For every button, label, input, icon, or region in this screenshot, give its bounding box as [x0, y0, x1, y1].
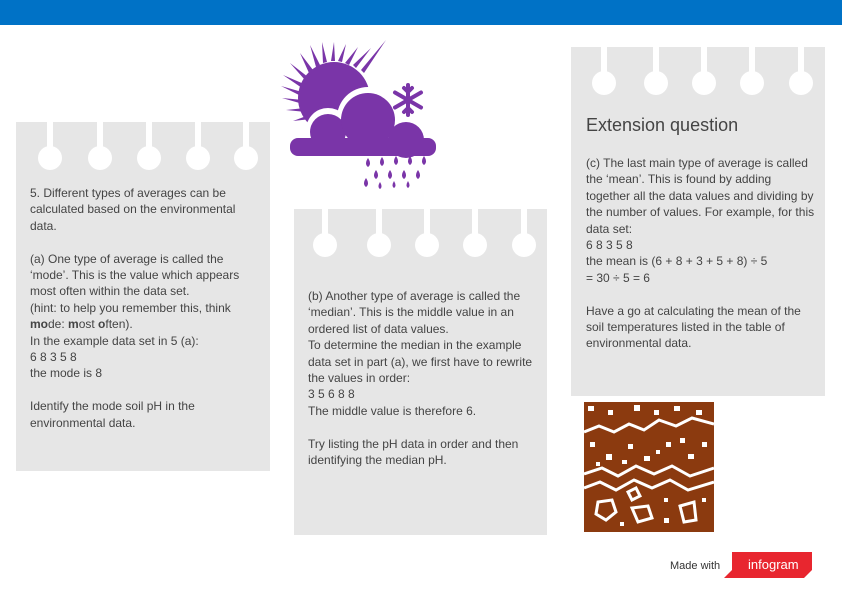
- brand-name: infogram: [748, 557, 799, 572]
- notebook-rings: [294, 209, 547, 269]
- mode-example-intro: In the example data set in 5 (a):: [30, 333, 199, 348]
- mean-para-c: (c) The last main type of average is called the ‘mean’. This is found by adding together all the data values and dividing by the number of values. For example, for this data set:: [586, 156, 815, 236]
- made-with-label: Made with: [670, 560, 721, 572]
- median-ordered-data: 3 5 6 8 8: [308, 387, 355, 402]
- mode-intro: 5. Different types of averages can be calculated based on the environmental data.: [30, 186, 236, 233]
- top-bar: [0, 0, 842, 25]
- notebook-ring-icon: [234, 122, 258, 170]
- notebook-ring-icon: [512, 209, 536, 257]
- card-mode: [16, 122, 270, 471]
- notebook-ring-icon: [137, 122, 161, 170]
- mode-hint: (hint: to help you remember this, think mode: most often).: [30, 300, 231, 332]
- mean-task: Have a go at calculating the mean of the soil temperatures listed in the table of environmental data.: [586, 303, 801, 351]
- mode-para-a: (a) One type of average is called the ‘mode’. This is the value which appears most often within the data set.: [30, 251, 240, 299]
- infogram-logo-icon: [724, 552, 812, 578]
- card-mean-text: [586, 155, 816, 352]
- card-median-text: [308, 288, 538, 468]
- notebook-ring-icon: [186, 122, 210, 170]
- mean-line1: the mean is (6 + 8 + 3 + 5 + 8) ÷ 5: [586, 254, 768, 269]
- sun-cloud-snow-rain-icon: [278, 40, 438, 190]
- card-mean: [571, 47, 825, 396]
- mean-line2: = 30 ÷ 5 = 6: [586, 270, 650, 285]
- notebook-ring-icon: [463, 209, 487, 257]
- notebook-ring-icon: [644, 47, 668, 95]
- notebook-ring-icon: [367, 209, 391, 257]
- notebook-ring-icon: [38, 122, 62, 170]
- soil-layers-icon: [584, 402, 714, 532]
- median-middle: The middle value is therefore 6.: [308, 403, 477, 418]
- mode-example-result: the mode is 8: [30, 366, 103, 381]
- notebook-ring-icon: [692, 47, 716, 95]
- notebook-ring-icon: [313, 209, 337, 257]
- notebook-ring-icon: [789, 47, 813, 95]
- card-mean-title: Extension question: [586, 115, 739, 135]
- mode-example-data: 6 8 3 5 8: [30, 350, 77, 365]
- notebook-rings: [16, 122, 270, 182]
- mean-data: 6 8 3 5 8: [586, 238, 633, 253]
- median-para-b: (b) Another type of average is called the ‘median’. This is the middle value in an ordered list of data values.: [308, 289, 521, 336]
- card-median: [294, 209, 547, 535]
- notebook-ring-icon: [88, 122, 112, 170]
- median-task: Try listing the pH data in order and then identifying the median pH.: [308, 436, 519, 468]
- footer-branding[interactable]: [660, 551, 812, 579]
- notebook-ring-icon: [415, 209, 439, 257]
- card-mode-text: [30, 185, 260, 431]
- notebook-rings: [571, 47, 825, 107]
- notebook-ring-icon: [740, 47, 764, 95]
- median-para-b2: To determine the median in the example data set in part (a), we first have to rewrite the values in order:: [308, 338, 533, 386]
- notebook-ring-icon: [592, 47, 616, 95]
- mode-task: Identify the mode soil pH in the environmental data.: [30, 399, 195, 430]
